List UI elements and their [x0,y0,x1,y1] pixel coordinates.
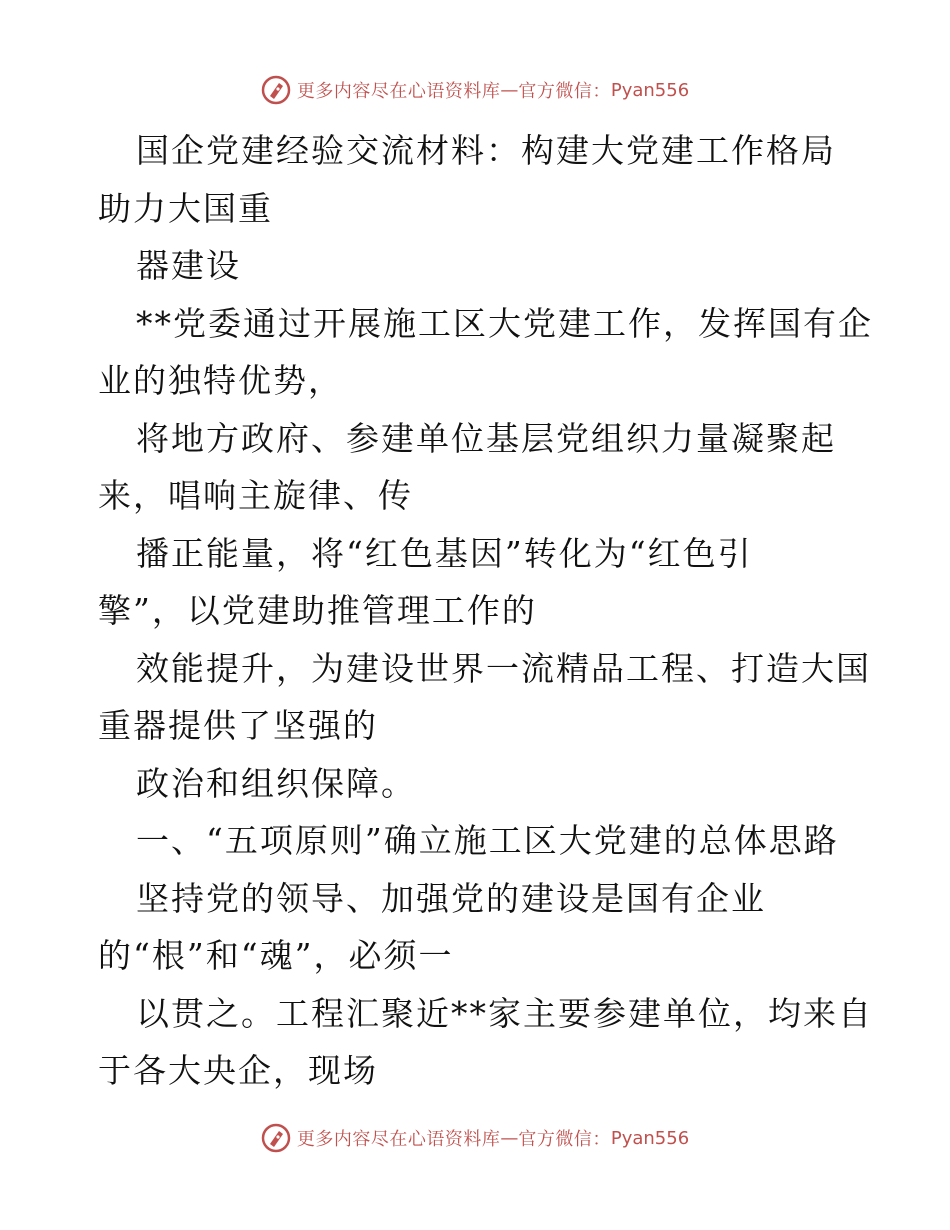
text-line: 业的独特优势， [98,361,343,400]
text-line: 助力大国重 [98,188,273,228]
text-line: 政治和组织保障。 [136,763,416,803]
watermark-contact-id: Pyan556 [610,79,690,101]
pen-nib-logo-icon [261,75,291,105]
text-line: 的“根”和“魂”，必须一 [98,936,454,975]
footer-watermark [0,1118,950,1158]
text-line: 效能提升，为建设世界一流精品工程、打造大国 [136,648,871,688]
watermark-separator: — [500,1127,519,1149]
text-line: 以贯之。工程汇聚近**家主要参建单位，均来自 [136,993,873,1033]
text-line: 坚持党的领导、加强党的建设是国有企业 [136,878,766,918]
text-line: 国企党建经验交流材料：构建大党建工作格局 [136,131,836,170]
text-line: 来，唱响主旋律、传 [98,476,413,515]
text-line: 擎”，以党建助推管理工作的 [98,591,537,630]
text-line: 一、“五项原则”确立施工区大党建的总体思路 [136,821,839,860]
text-line: 器建设 [136,246,241,285]
document-body [98,122,878,1100]
pen-nib-logo-icon [261,1123,291,1153]
header-watermark [0,70,950,110]
text-line: 于各大央企，现场 [98,1051,378,1090]
text-line: 重器提供了坚强的 [98,706,378,745]
watermark-contact-label: 官方微信： [518,81,611,102]
watermark-contact-id: Pyan556 [610,1127,690,1149]
watermark-contact-label: 官方微信： [518,1129,611,1150]
text-line: **党委通过开展施工区大党建工作，发挥国有企 [136,303,873,343]
watermark-site-text: 更多内容尽在心语资料库 [296,81,501,102]
text-line: 播正能量，将“红色基因”转化为“红色引 [136,533,753,573]
text-line: 将地方政府、参建单位基层党组织力量凝聚起 [136,418,836,458]
watermark-separator: — [500,79,519,101]
watermark-site-text: 更多内容尽在心语资料库 [296,1129,501,1150]
